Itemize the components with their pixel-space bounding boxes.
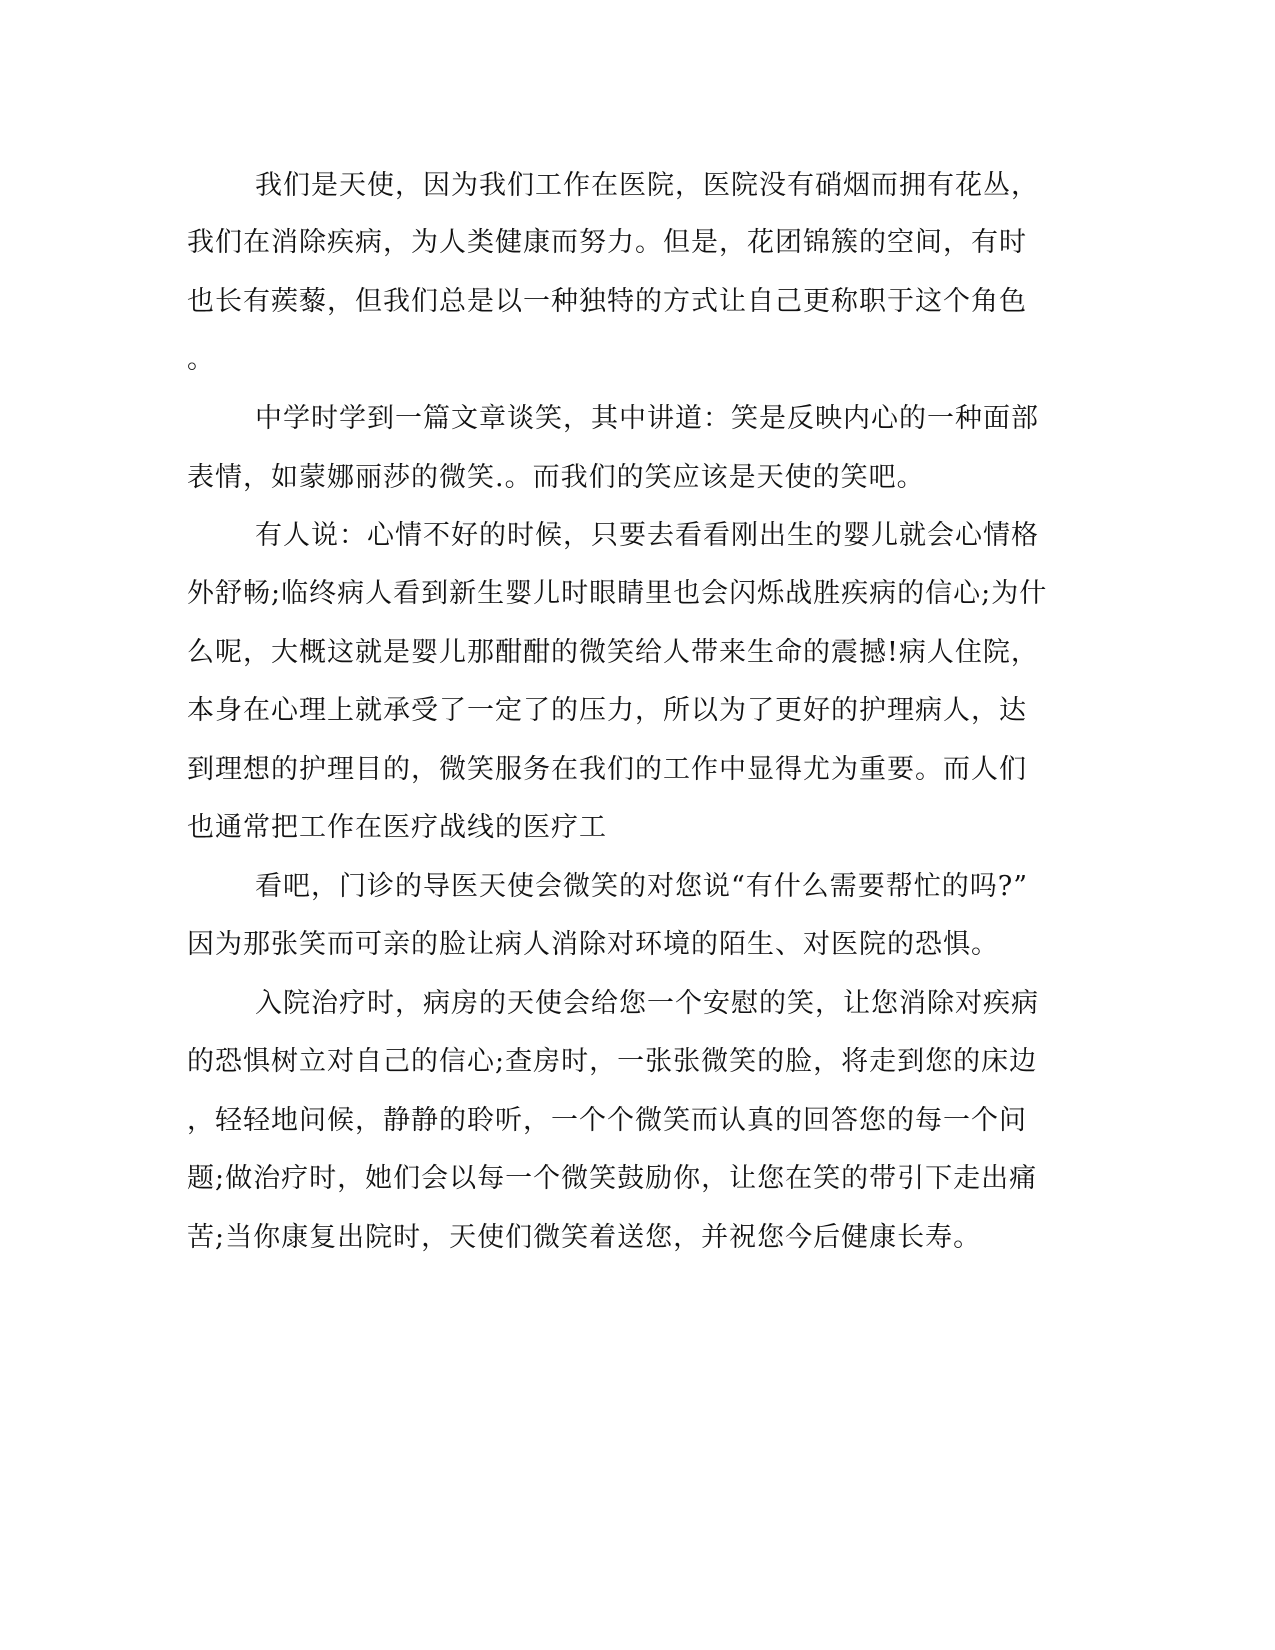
paragraph-2-line-2: 表情，如蒙娜丽莎的微笑.。而我们的笑应该是天使的笑吧。 — [187, 462, 925, 493]
paragraph-5-line-2: 的恐惧树立对自己的信心;查房时，一张张微笑的脸，将走到您的床边 — [187, 1046, 1038, 1077]
paragraph-3-line-3: 么呢，大概这就是婴儿那酣酣的微笑给人带来生命的震撼!病人住院， — [187, 637, 1039, 668]
paragraph-3-line-2: 外舒畅;临终病人看到新生婴儿时眼睛里也会闪烁战胜疾病的信心;为什 — [187, 578, 1048, 609]
paragraph-5-line-5: 苦;当你康复出院时，天使们微笑着送您，并祝您今后健康长寿。 — [187, 1222, 982, 1253]
paragraph-1-line-3: 也长有蒺藜，但我们总是以一种独特的方式让自己更称职于这个角色 — [187, 286, 1027, 317]
paragraph-3-line-5: 到理想的护理目的，微笑服务在我们的工作中显得尤为重要。而人们 — [187, 754, 1027, 785]
paragraph-1-line-4: 。 — [187, 344, 215, 375]
paragraph-3-line-4: 本身在心理上就承受了一定了的压力，所以为了更好的护理病人，达 — [187, 695, 1027, 726]
paragraph-5-line-1: 入院治疗时，病房的天使会给您一个安慰的笑，让您消除对疾病 — [255, 988, 1039, 1019]
paragraph-1-line-2: 我们在消除疾病，为人类健康而努力。但是，花团锦簇的空间，有时 — [187, 227, 1027, 258]
paragraph-1-line-1: 我们是天使，因为我们工作在医院，医院没有硝烟而拥有花丛， — [255, 170, 1039, 201]
paragraph-2-line-1: 中学时学到一篇文章谈笑，其中讲道：笑是反映内心的一种面部 — [255, 403, 1039, 434]
paragraph-3-line-1: 有人说：心情不好的时候，只要去看看刚出生的婴儿就会心情格 — [255, 520, 1039, 551]
paragraph-4-line-1: 看吧，门诊的导医天使会微笑的对您说“有什么需要帮忙的吗?” — [255, 871, 1029, 902]
paragraph-5-line-4: 题;做治疗时，她们会以每一个微笑鼓励你，让您在笑的带引下走出痛 — [187, 1163, 1038, 1194]
paragraph-5-line-3: ，轻轻地问候，静静的聆听，一个个微笑而认真的回答您的每一个问 — [187, 1105, 1027, 1136]
paragraph-4-line-2: 因为那张笑而可亲的脸让病人消除对环境的陌生、对医院的恐惧。 — [187, 929, 999, 960]
paragraph-3-line-6: 也通常把工作在医疗战线的医疗工 — [187, 812, 607, 843]
